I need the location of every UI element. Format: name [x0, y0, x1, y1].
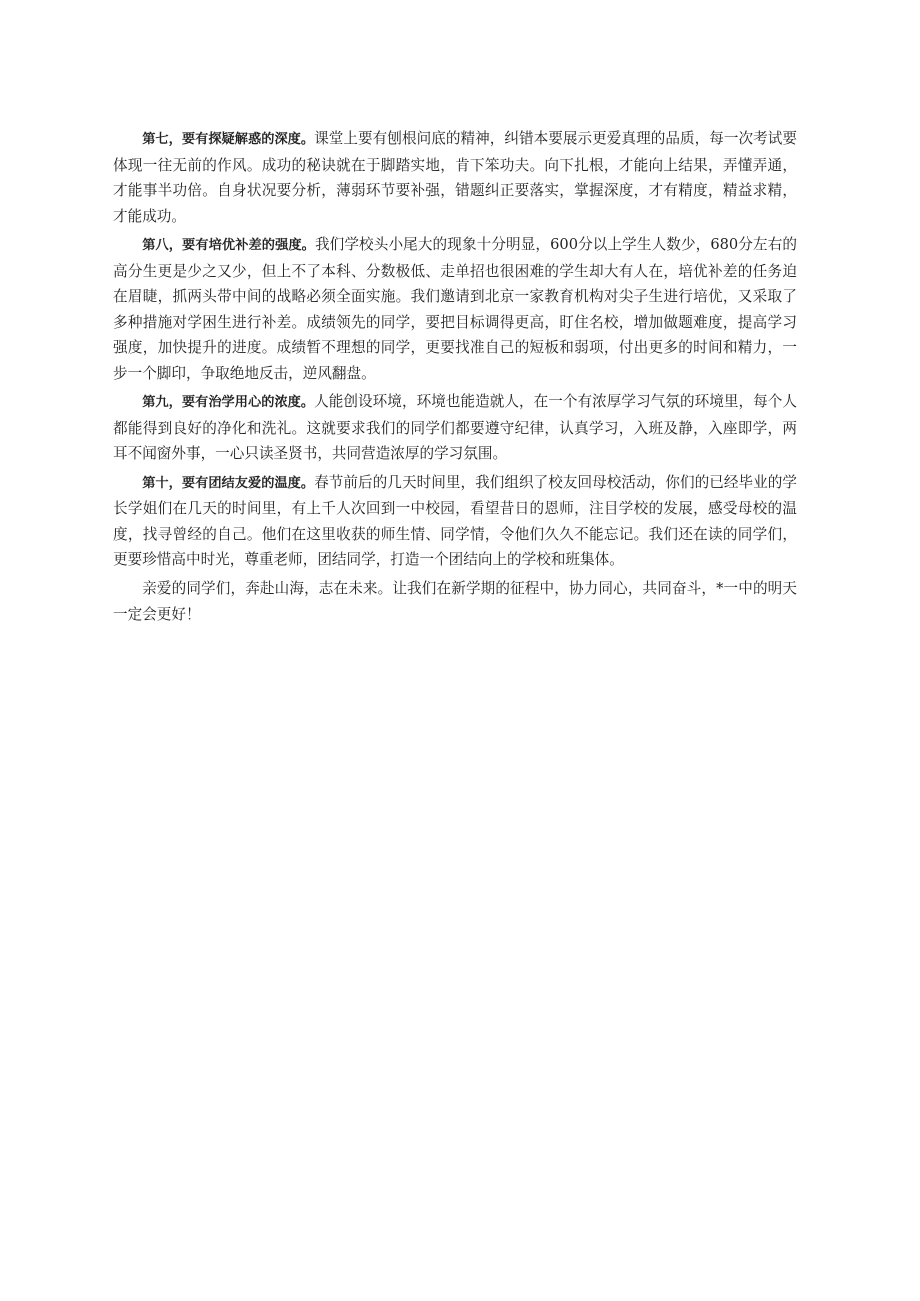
- paragraph-heading: 第九，要有治学用心的浓度。: [142, 395, 315, 410]
- paragraph-ninth: [113, 389, 797, 467]
- paragraph-tenth: [113, 470, 797, 573]
- paragraph-text: 课堂上要有刨根问底的精神，纠错本要展示更爱真理的品质，每一次考试要体现一往无前的作风。成功的秘诀就在于脚踏实地，肯下笨功夫。向下扎根，才能向上结果，弄懂弄通，才能事半功倍。自身状况要分析，薄弱环节要补强，错题纠正要落实，掌握深度，才有精度，精益求精，才能成功。: [113, 130, 797, 225]
- paragraph-heading: 第十，要有团结友爱的温度。: [142, 475, 315, 491]
- paragraph-text: 亲爱的同学们，奔赴山海，志在未来。让我们在新学期的征程中，协力同心，共同奋斗，*一中的明天一定会更好！: [113, 579, 797, 623]
- paragraph-text: 人能创设环境，环境也能造就人，在一个有浓厚学习气氛的环境里，每个人都能得到良好的净化和洗礼。这就要求我们的同学们都要遵守纪律，认真学习，入班及静，入座即学，两耳不闻窗外事，一心只读圣贤书，共同营造浓厚的学习氛围。: [113, 393, 797, 462]
- paragraph-closing: [113, 576, 797, 628]
- document-body: [113, 126, 797, 631]
- paragraph-heading: 第七，要有探疑解惑的深度。: [142, 132, 315, 147]
- paragraph-text: 春节前后的几天时间里，我们组织了校友回母校活动，你们的已经毕业的学长学姐们在几天的时间里，有上千人次回到一中校园，看望昔日的恩师，注目学校的发展，感受母校的温度，找寻曾经的自己。他们在这里收获的师生情、同学情，令他们久久不能忘记。我们还在读的同学们，更要珍惜高中时光，尊重老师，团结同学，打造一个团结向上的学校和班集体。: [113, 473, 797, 568]
- paragraph-eighth: [113, 232, 797, 386]
- paragraph-heading: 第八，要有培优补差的强度。: [142, 238, 315, 253]
- paragraph-seventh: [113, 126, 797, 229]
- paragraph-text: 我们学校头小尾大的现象十分明显，600分以上学生人数少，680分左右的高分生更是少之又少，但上不了本科、分数极低、走单招也很困难的学生却大有人在，培优补差的任务迫在眉睫，抓两头带中间的战略必须全面实施。我们邀请到北京一家教育机构对尖子生进行培优，又采取了多种措施对学困生进行补差。成绩领先的同学，要把目标调得更高，盯住名校，增加做题难度，提高学习强度，加快提升的进度。成绩暂不理想的同学，更要找准自己的短板和弱项，付出更多的时间和精力，一步一个脚印，争取绝地反击，逆风翻盘。: [113, 236, 797, 382]
